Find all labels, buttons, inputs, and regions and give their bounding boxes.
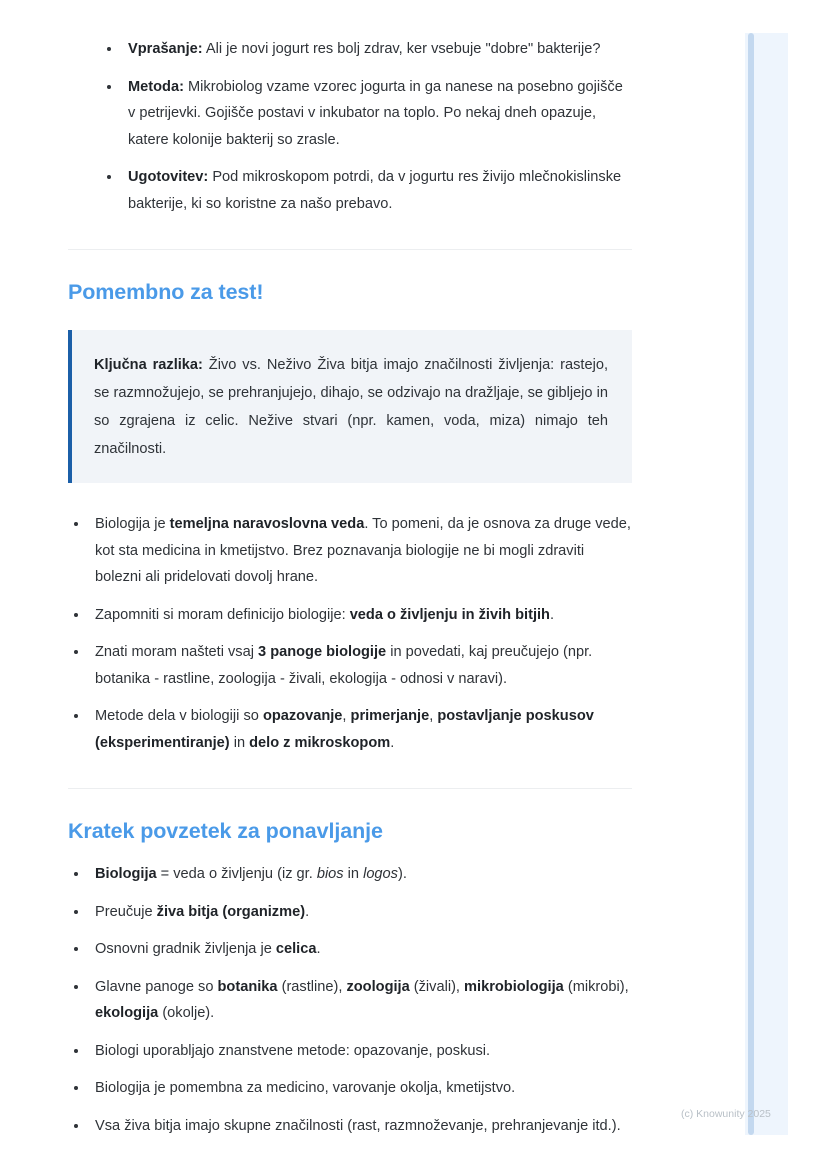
bullet-text: Vsa živa bitja imajo skupne značilnosti (rast, razmnoževanje, prehranjevanje itd.). xyxy=(95,1117,621,1134)
page-title-exam: Pomembno za test! xyxy=(68,280,264,304)
key-difference-callout xyxy=(68,330,632,483)
bullet-text-bold: veda o življenju in živih bitjih xyxy=(349,606,550,623)
vertical-scrollbar-thumb[interactable] xyxy=(748,33,754,1135)
bullet-text-bold-4: delo z mikroskopom xyxy=(249,734,391,751)
summary-section xyxy=(0,819,700,844)
bullet-text: Ali je novi jogurt res bolj zdrav, ker vsebuje "dobre" bakterije? xyxy=(202,41,601,57)
bullet-text-mid-2: (živali), xyxy=(409,978,465,995)
list-item xyxy=(68,703,632,756)
bullet-text-post: in povedati, kaj preučujejo (npr. botanika - rastline, zoologija - živali, ekologija - odnosi v naravi). xyxy=(95,644,593,687)
bullet-text: Biologija je pomembna za medicino, varovanje okolja, kmetijstvo. xyxy=(95,1080,516,1096)
bullet-text-mid-2: , xyxy=(429,708,438,724)
bullet-text-pre: Metode dela v biologiji so xyxy=(95,708,263,724)
bullet-label: Metoda: xyxy=(128,78,184,95)
bullet-text-bold: opazovanje xyxy=(262,708,343,724)
list-item xyxy=(101,36,632,63)
bullet-text-bold-2: primerjanje xyxy=(350,708,430,724)
bullet-text-pre: Znati moram našteti vsaj xyxy=(95,644,259,660)
research-example-section xyxy=(0,0,700,217)
list-item xyxy=(68,974,632,1027)
list-item xyxy=(68,936,632,963)
copyright-watermark: (c) Knowunity 2025 xyxy=(681,1108,771,1120)
divider-wrapper-2 xyxy=(0,788,700,789)
bullet-text-post: (okolje). xyxy=(158,1005,215,1021)
list-item xyxy=(68,602,632,629)
bullet-text-pre: Biologija je xyxy=(95,516,170,532)
list-item xyxy=(68,1113,632,1140)
exam-section xyxy=(0,280,700,305)
bullet-text-bold-2: zoologija xyxy=(346,978,410,995)
bullet-text-post: . xyxy=(549,606,555,623)
callout-wrapper xyxy=(0,330,700,483)
bullet-text-bold: celica xyxy=(275,941,317,957)
bullet-text-mid-3: (mikrobi), xyxy=(563,978,629,995)
bullet-text-bold: temeljna naravoslovna veda xyxy=(169,516,365,532)
section-divider xyxy=(68,788,632,789)
bullet-text-bold: Biologija xyxy=(95,866,157,882)
list-item xyxy=(68,861,632,888)
bullet-text-post: . xyxy=(390,734,395,751)
bullet-text-post: . xyxy=(305,903,310,920)
bullet-text-pre: Osnovni gradnik življenja je xyxy=(95,941,276,957)
bullet-text-mid-3: in xyxy=(229,734,250,751)
bullet-text-pre: = veda o življenju (iz gr. xyxy=(156,866,317,882)
bullet-text-bold: botanika xyxy=(217,978,278,995)
section-divider xyxy=(68,249,632,250)
divider-wrapper-1 xyxy=(0,249,700,250)
list-item xyxy=(68,511,632,591)
bullet-text-post: . xyxy=(316,941,321,957)
exam-bullets-wrapper xyxy=(0,511,700,756)
bullet-text-pre: Zapomniti si moram definicijo biologije: xyxy=(95,606,350,623)
bullet-text-post: ). xyxy=(397,866,407,882)
page-title-summary: Kratek povzetek za ponavljanje xyxy=(68,819,383,843)
bullet-text: Pod mikroskopom potrdi, da v jogurtu res živijo mlečnokislinske bakterije, ki so koristne za našo prebavo. xyxy=(128,169,622,212)
summary-bullet-list xyxy=(68,861,632,1139)
bullet-text-mid-1: (rastline), xyxy=(277,978,347,995)
list-item xyxy=(68,899,632,926)
callout-label: Ključna razlika: xyxy=(94,357,203,373)
research-bullet-list xyxy=(68,36,632,217)
list-item xyxy=(68,639,632,692)
list-item xyxy=(68,1038,632,1065)
bullet-text-bold: 3 panoge biologije xyxy=(258,644,387,660)
bullet-text-pre: Glavne panoge so xyxy=(95,978,218,995)
bullet-text-mid: in xyxy=(343,866,364,882)
summary-bullets-wrapper xyxy=(0,861,700,1139)
list-item xyxy=(101,164,632,217)
bullet-text-pre: Preučuje xyxy=(95,903,157,920)
bullet-text-bold-3: mikrobiologija xyxy=(464,978,564,995)
exam-bullet-list xyxy=(68,511,632,756)
callout-paragraph xyxy=(94,351,608,463)
bullet-label: Vprašanje: xyxy=(128,41,203,57)
bullet-text: Biologi uporabljajo znanstvene metode: opazovanje, poskusi. xyxy=(95,1042,491,1059)
list-item xyxy=(68,1075,632,1102)
bullet-text-bold-3: postavljanje poskusov (eksperimentiranje) xyxy=(95,708,594,751)
bullet-text: Mikrobiolog vzame vzorec jogurta in ga nanese na posebno gojišče v petrijevki. Gojišče postavi v inkubator na toplo. Po nekaj dneh opazuje, katere kolonije bakterij so zrasle. xyxy=(128,78,623,148)
list-item xyxy=(101,74,632,154)
bullet-text-post: . To pomeni, da je osnova za druge vede, kot sta medicina in kmetijstvo. Brez poznavanja biologije ne bi mogli zdraviti bolezni ali pridelovati dovolj hrane. xyxy=(95,516,631,585)
bullet-text-italic-1: bios xyxy=(316,866,344,882)
callout-text: Živo vs. Neživo Živa bitja imajo značilnosti življenja: rastejo, se razmnožujejo, se prehranjujejo, dihajo, se odzivajo na dražljaje, se gibljejo in so zgrajena iz celic. Nežive stvari (npr. kamen, voda, miza) nimajo teh značilnosti. xyxy=(94,357,608,457)
bullet-text-italic-2: logos xyxy=(363,866,398,882)
bullet-label: Ugotovitev: xyxy=(128,169,209,185)
bullet-text-bold-4: ekologija xyxy=(95,1005,159,1021)
bullet-text-mid-1: , xyxy=(342,708,351,724)
bullet-text-bold: živa bitja (organizme) xyxy=(156,903,306,920)
